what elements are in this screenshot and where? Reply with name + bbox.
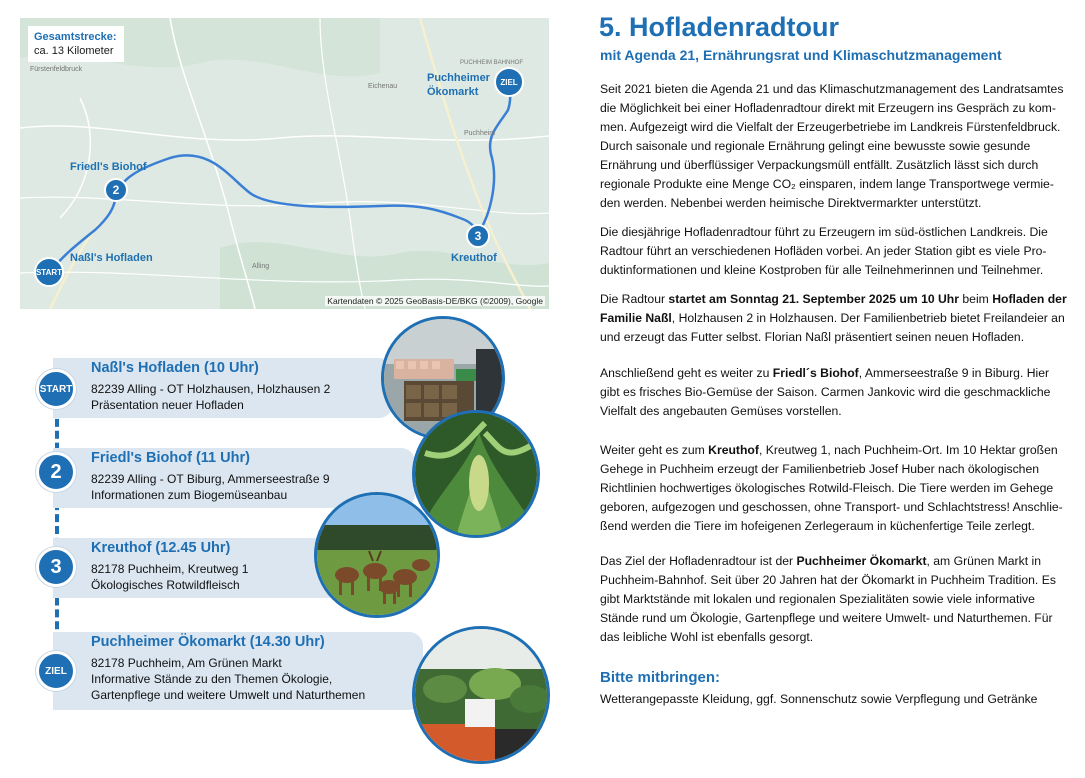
place-name: Eichenau [368,83,398,90]
text-line: Vielfalt des angebauten Gemüses vorstellen. [600,404,842,418]
text-line: Puchheim-Bahnhof. Seit über 20 Jahren hat der Ökomarkt in Puchheim Tradition. Es [600,573,1056,587]
text-line: das leibliche Wohl ist ebenfalls gesorgt. [600,630,814,644]
market-photo [412,626,550,764]
place-name: PUCHHEIM BAHNHOF [460,60,524,66]
text-line: Stände rund um Ökologie, Gartenpflege und weitere Umwelt- und Naturthemen. Für [600,611,1053,625]
paragraph-biohof [600,364,1051,421]
stop-title: Puchheimer Ökomarkt (14.30 Uhr) [91,634,325,650]
map-label-stop3: Kreuthof [451,252,497,264]
text-line: die Möglichkeit bei einer Hofladenradtour direkt mit Erzeugern ins Gespräch zu kom- [600,101,1056,115]
bring-text: Wetterangepasste Kleidung, ggf. Sonnenschutz sowie Verpflegung und Getränke [600,692,1038,706]
paragraph-route [600,223,1048,280]
text-line: Familie Naßl, Holzhausen 2 in Holzhausen. Der Familienbetrieb bietet Freilandeier an [600,311,1065,325]
page-subtitle: mit Agenda 21, Ernährungsrat und Klimaschutzmanagement [600,47,1002,63]
deer-photo [314,492,440,618]
text-line: Seit 2021 bieten die Agenda 21 und das Klimaschutzmanagement des Landratsamtes [600,82,1064,96]
stop-badge-3: 3 [36,547,76,587]
stop-badge-goal: ZIEL [36,651,76,691]
distance-value: ca. 13 Kilometer [34,45,114,57]
text-line: den werden. Nebenbei werden heimische Direktvermarkter unterstützt. [600,196,982,210]
timeline-connector [55,395,59,665]
text-line: Richtlinien hochwertiges ökologisches Rotwild-Fleisch. Die Tiere werden im Gehege [600,481,1054,495]
map-pin-goal[interactable]: ZIEL [494,67,524,97]
paragraph-start [600,290,1067,347]
text-line: Ernährung und überflüssiger Verpackungsmüll entfällt. Zusätzlich lässt sich durch [600,158,1039,172]
stop-title: Friedl's Biohof (11 Uhr) [91,450,250,466]
stop-badge-start: START [36,369,76,409]
stop-title: Naßl's Hofladen (10 Uhr) [91,360,259,376]
vegetable-photo [412,410,540,538]
text-line: geboren, aufgezogen und geschossen, ohne Transport- und Schlachtstress! Anschlie- [600,500,1063,514]
stop-address: 82178 Puchheim, Kreutweg 1 [91,562,249,576]
bring-heading: Bitte mitbringen: [600,669,720,686]
stop-description: Informationen zum Biogemüseanbau [91,488,288,502]
distance-box [28,26,124,62]
map-pin-stop3[interactable]: 3 [466,224,490,248]
text-line: duktinformationen und kleine Kostproben für alle Teilnehmerinnen und Teilnehmer. [600,263,1044,277]
place-name: Fürstenfeldbruck [30,66,83,73]
stop-description: Ökologisches Rotwildfleisch [91,578,240,592]
map-pin-start[interactable]: START [34,257,64,287]
distance-label: Gesamtstrecke: [34,31,117,43]
text-line: ßend werden die Tiere im hofeigenen Zerlegeraum in küchenfertige Teile zerlegt. [600,519,1035,533]
text-line: Gehege in Puchheim erzeugt der Familienbetrieb Josef Huber nach ökologischen [600,462,1040,476]
map-label-start: Naßl's Hofladen [70,252,153,264]
text-line: Anschließend geht es weiter zu Friedl´s Biohof, Ammerseestraße 9 in Biburg. Hier [600,366,1050,380]
stop-address: 82239 Alling - OT Holzhausen, Holzhausen 2 [91,382,331,396]
stop-title: Kreuthof (12.45 Uhr) [91,540,231,556]
stop-address: 82239 Alling - OT Biburg, Ammerseestraße 9 [91,472,330,486]
page-title: 5. Hofladenradtour [599,12,840,42]
stop-description: Präsentation neuer Hofladen [91,398,244,412]
place-name: Alling [252,263,270,270]
stop-description: Informative Stände zu den Themen Ökologie, [91,672,333,686]
text-line: regionale Produkte eine Menge CO₂ einsparen, indem lange Transportwege vermie- [600,177,1054,191]
map-pin-stop2[interactable]: 2 [104,178,128,202]
stop-description: Gartenpflege und weitere Umwelt und Naturthemen [91,688,366,702]
map-label-goal-1: Puchheimer [427,72,490,84]
text-line: Radtour führt an verschiedenen Hofläden vorbei. An jeder Station gibt es viele Pro- [600,244,1047,258]
stop-address: 82178 Puchheim, Am Grünen Markt [91,656,282,670]
text-line: Die diesjährige Hofladenradtour führt zu Erzeugern im süd-östlichen Landkreis. Die [600,225,1048,239]
map-credit: Kartendaten © 2025 GeoBasis-DE/BKG (©2009), Google [327,296,543,306]
stop-card-start [53,358,393,418]
text-line: men. Aufgezeigt wird die Vielfalt der Erzeugerbetriebe im Landkreis Fürstenfeldbruck. [600,120,1061,134]
place-name: Puchheim [464,130,496,137]
paragraph-kreuthof [600,441,1063,536]
text-line: Weiter geht es zum Kreuthof, Kreutweg 1, nach Puchheim-Ort. Im 10 Hektar großen [600,443,1058,457]
text-line: Das Ziel der Hofladenradtour ist der Puchheimer Ökomarkt, am Grünen Markt in [600,554,1041,568]
text-line: gibt es frisches Bio-Gemüse der Saison. Carmen Jankovic wird die geschmackliche [600,385,1051,399]
map-label-goal-2: Ökomarkt [427,86,479,98]
text-line: und erzeugt das Futter selbst. Florian Naßl präsentiert seinen neuen Hofladen. [600,330,1025,344]
stop-badge-2: 2 [36,452,76,492]
stop-card-goal [53,632,423,710]
text-line: Durch saisonale und regionale Ernährung gelingt eine bewusste sowie gesunde [600,139,1031,153]
text-line: Die Radtour startet am Sonntag 21. September 2025 um 10 Uhr beim Hofladen der [600,292,1067,306]
paragraph-oekomarkt [600,552,1056,647]
route-map[interactable] [20,18,549,309]
map-label-stop2: Friedl's Biohof [70,161,147,173]
text-line: gibt Marktstände mit lokalen und regionalen Spezialitäten sowie viele informative [600,592,1035,606]
paragraph-intro [600,80,1064,213]
